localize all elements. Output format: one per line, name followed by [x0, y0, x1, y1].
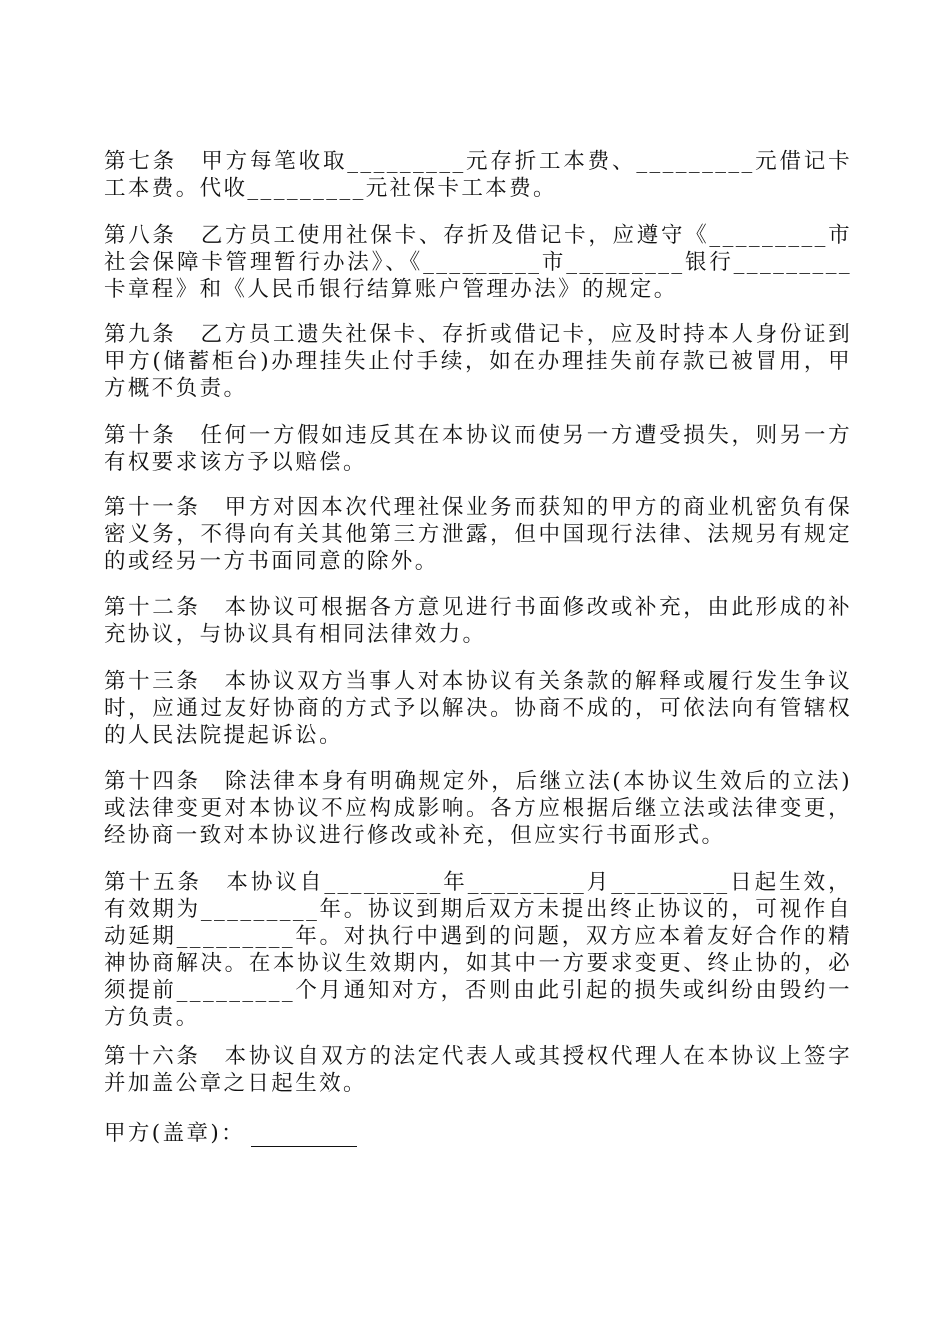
article-8: 第八条 乙方员工使用社保卡、存折及借记卡，应遵守《_________市社会保障卡管理暂行办法》、《_________市_________银行_________卡章程》和《人民币银行结算账户管理办法》的规定。	[104, 223, 852, 302]
article-15: 第十五条 本协议自_________年_________月_________日起生效，有效期为_________年。协议到期后双方未提出终止协议的，可视作自动延期_________年。对执行中遇到的问题，双方应本着友好合作的精神协商解决。在本协议生效期内，如其中一方要求变更、终止协的，必须提前_________个月通知对方，否则由此引起的损失或纠纷由毁约一方负责。	[104, 870, 852, 1030]
article-16: 第十六条 本协议自双方的法定代表人或其授权代理人在本协议上签字并加盖公章之日起生效。	[104, 1044, 852, 1096]
party-a-seal-blank	[251, 1124, 357, 1147]
article-12: 第十二条 本协议可根据各方意见进行书面修改或补充，由此形成的补充协议，与协议具有相同法律效力。	[104, 595, 852, 647]
party-a-signature	[104, 1120, 357, 1147]
article-9: 第九条 乙方员工遗失社保卡、存折或借记卡，应及时持本人身份证到甲方(储蓄柜台)办理挂失止付手续，如在办理挂失前存款已被冒用，甲方概不负责。	[104, 322, 852, 401]
article-11: 第十一条 甲方对因本次代理社保业务而获知的甲方的商业机密负有保密义务，不得向有关其他第三方泄露，但中国现行法律、法规另有规定的或经另一方书面同意的除外。	[104, 495, 852, 574]
party-a-label: 甲方(盖章)：	[104, 1121, 246, 1146]
article-10: 第十条 任何一方假如违反其在本协议而使另一方遭受损失，则另一方有权要求该方予以赔偿。	[104, 423, 852, 475]
article-13: 第十三条 本协议双方当事人对本协议有关条款的解释或履行发生争议时，应通过友好协商的方式予以解决。协商不成的，可依法向有管辖权的人民法院提起诉讼。	[104, 669, 852, 748]
article-14: 第十四条 除法律本身有明确规定外，后继立法(本协议生效后的立法)或法律变更对本协议不应构成影响。各方应根据后继立法或法律变更，经协商一致对本协议进行修改或补充，但应实行书面形式。	[104, 769, 852, 848]
article-7: 第七条 甲方每笔收取_________元存折工本费、_________元借记卡工本费。代收_________元社保卡工本费。	[104, 149, 852, 201]
